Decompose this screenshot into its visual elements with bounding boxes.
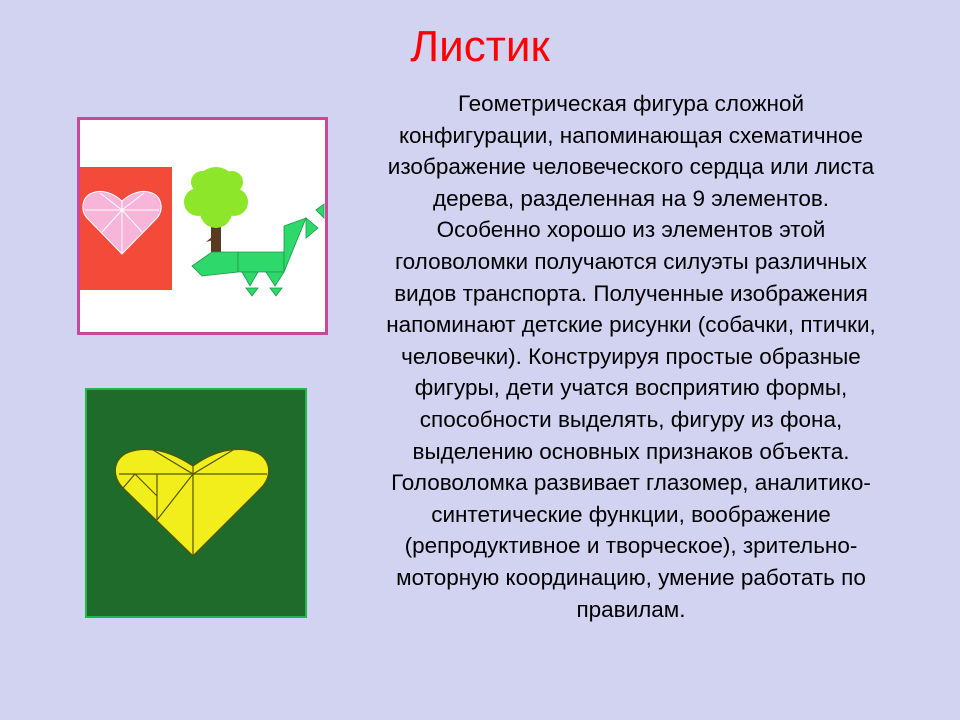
puzzle-examples-image xyxy=(77,117,328,335)
body-line: правилам. xyxy=(576,596,686,622)
puzzle-examples-drawing xyxy=(80,120,325,332)
body-line: дерева, разделенная на 9 элементов. xyxy=(432,185,830,211)
body-line: изображение человеческого сердца или листа xyxy=(387,154,875,180)
yellow-heart-drawing xyxy=(87,390,305,616)
body-line: человечки). Конструируя простые образные xyxy=(401,343,861,369)
body-line: (репродуктивное и творческое), зрительно- xyxy=(404,533,858,559)
body-line: синтетические функции, воображение xyxy=(431,501,831,527)
body-line: фигуры, дети учатся восприятию формы, xyxy=(414,375,848,401)
slide-body-text xyxy=(336,88,926,625)
body-line: Головоломка развивает глазомер, аналитико- xyxy=(391,470,871,496)
body-line: Особенно хорошо из элементов этой xyxy=(436,217,826,243)
body-line: Геометрическая фигура сложной xyxy=(457,91,805,116)
yellow-heart-image xyxy=(85,388,307,618)
body-line: видов транспорта. Полученные изображения xyxy=(394,280,868,306)
body-line: напоминают детские рисунки (собачки, птички, xyxy=(386,312,876,338)
body-line: головоломки получаются силуэты различных xyxy=(394,248,868,274)
body-line: конфигурации, напоминающая схематичное xyxy=(398,122,864,148)
body-line: моторную координацию, умение работать по xyxy=(396,564,866,590)
body-line: способности выделять, фигуру из фона, xyxy=(419,406,843,432)
slide-title: Листик xyxy=(410,22,550,71)
yellow-heart-icon xyxy=(115,449,268,556)
body-line: выделению основных признаков объекта. xyxy=(412,438,850,464)
